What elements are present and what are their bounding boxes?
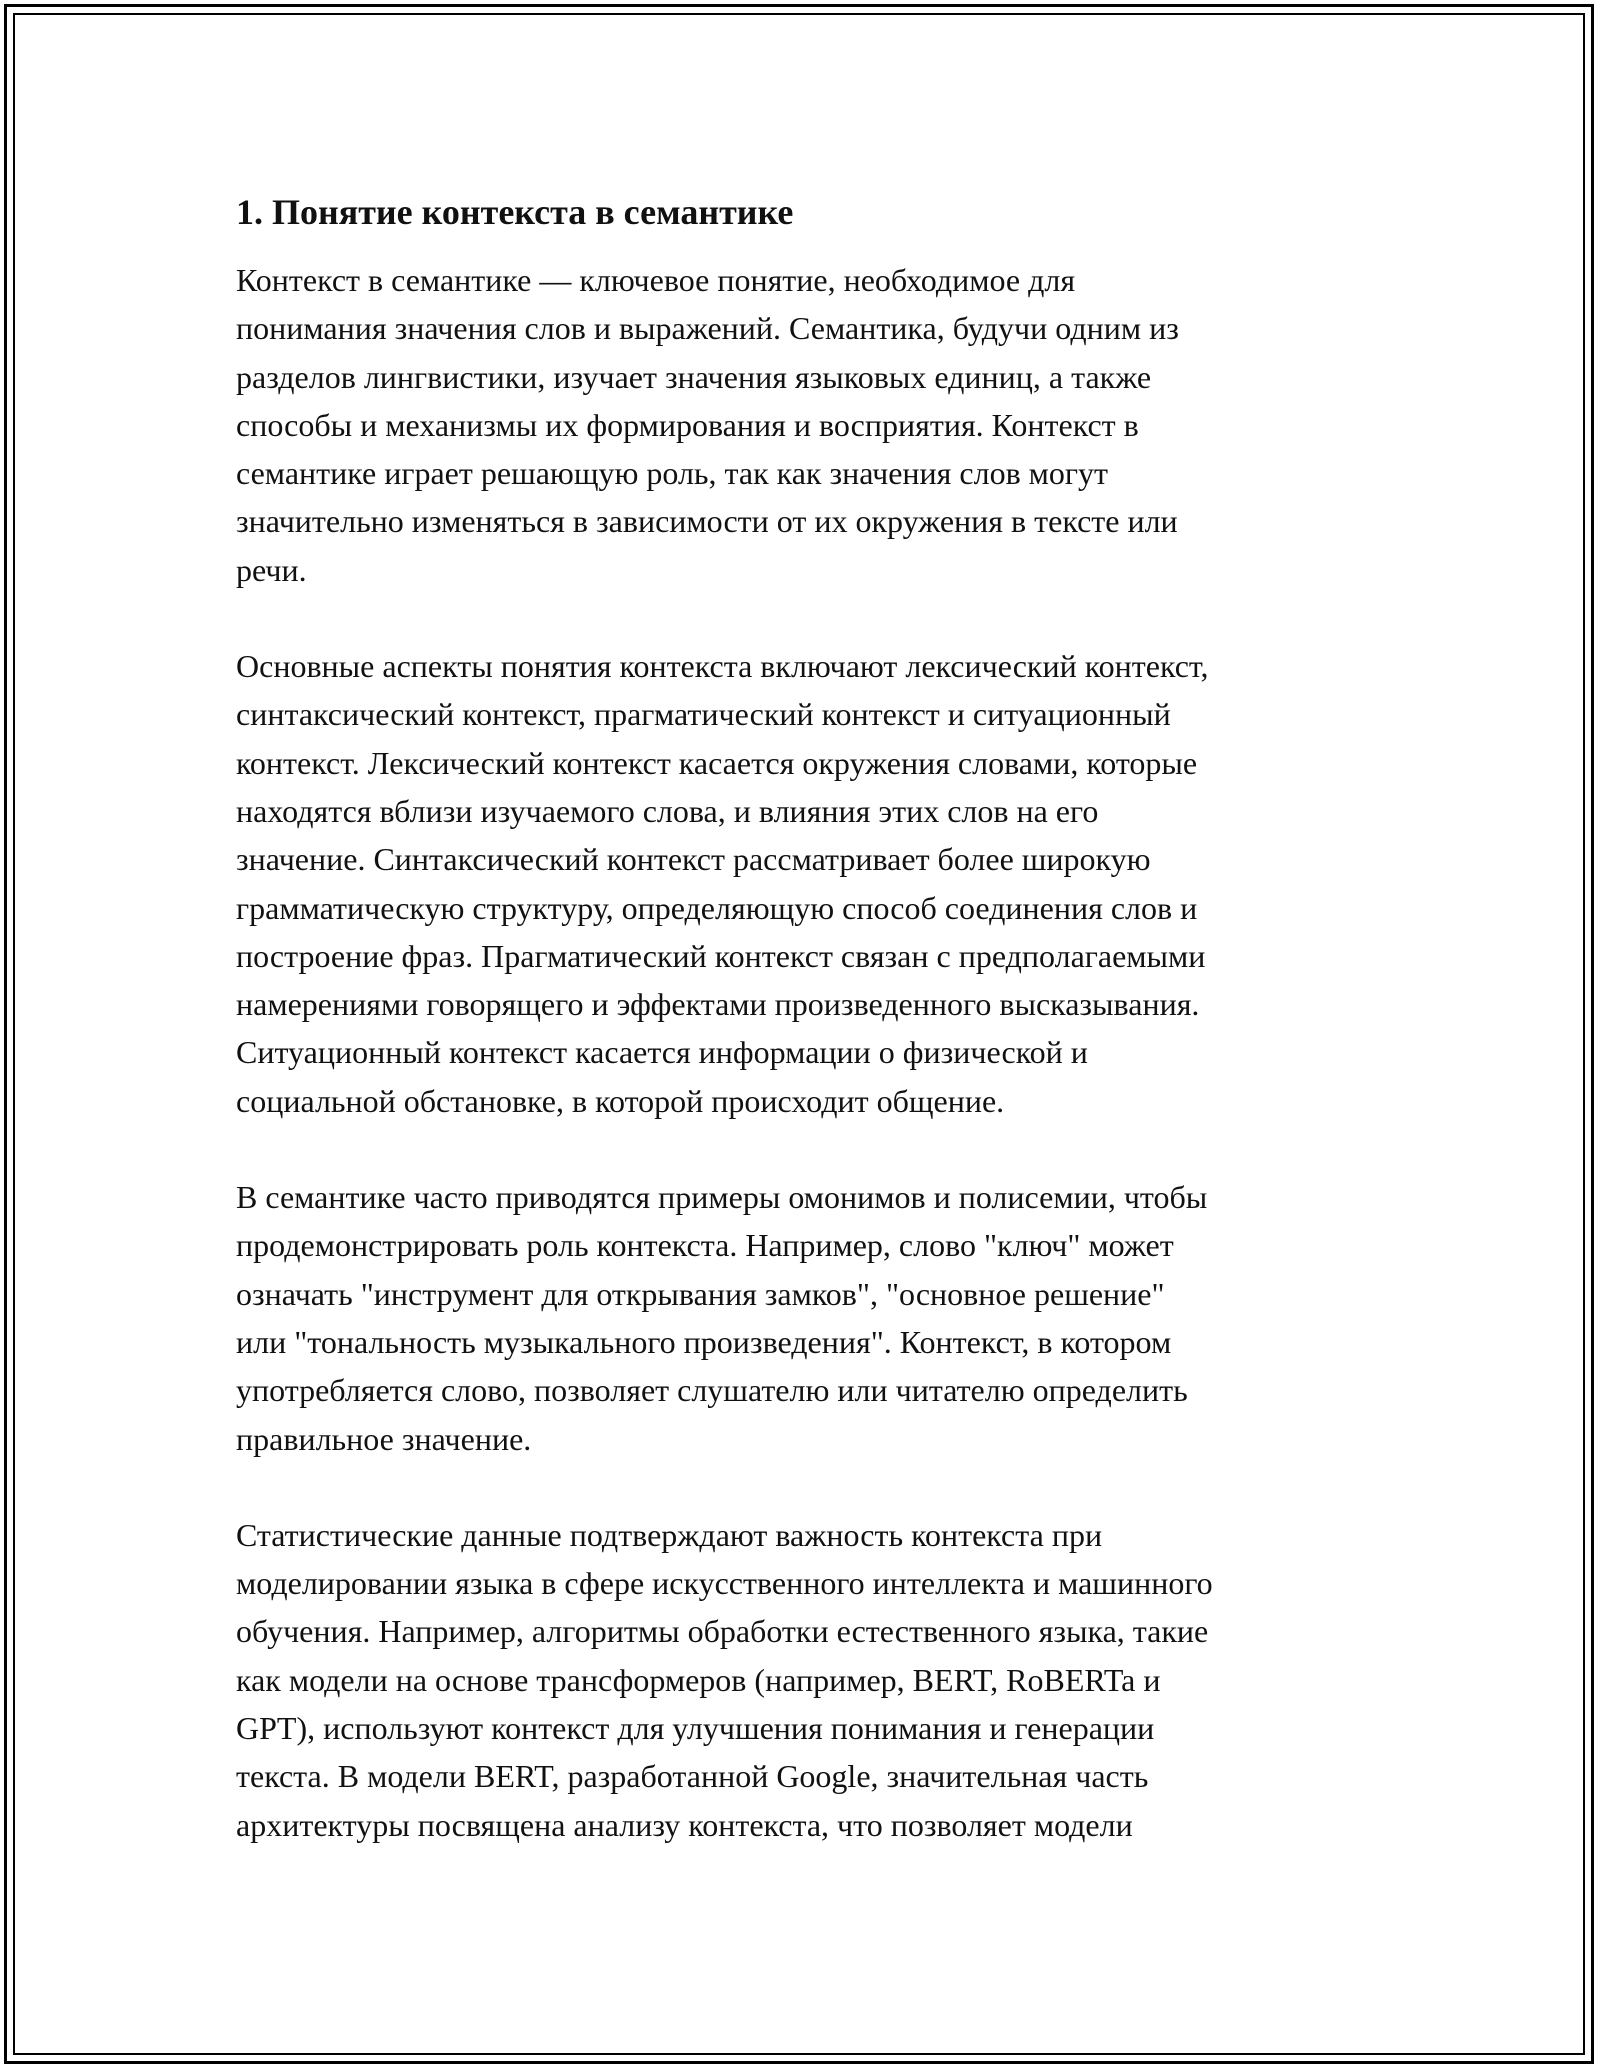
text-line: намерениями говорящего и эффектами произведенного высказывания.: [236, 986, 1200, 1023]
text-line: В семантике часто приводятся примеры омонимов и полисемии, чтобы: [236, 1179, 1208, 1216]
text-line: архитектуры посвящена анализу контекста, что позволяет модели: [236, 1806, 1133, 1843]
paragraph-statistics-ai: [236, 1511, 1386, 1849]
text-line: значительно изменяться в зависимости от их окружения в тексте или: [236, 503, 1178, 540]
section-heading: 1. Понятие контекста в семантике: [236, 192, 794, 232]
text-line: текста. В модели BERT, разработанной Google, значительная часть: [236, 1758, 1149, 1795]
text-line: построение фраз. Прагматический контекст связан с предполагаемыми: [236, 937, 1206, 974]
text-line: правильное значение.: [236, 1420, 532, 1457]
text-line: значение. Синтаксический контекст рассматривает более широкую: [236, 841, 1151, 878]
text-line: речи.: [236, 551, 307, 588]
text-line: GPT), используют контекст для улучшения понимания и генерации: [236, 1710, 1155, 1747]
text-line: социальной обстановке, в которой происходит общение.: [236, 1082, 1005, 1119]
text-line: Основные аспекты понятия контекста включают лексический контекст,: [236, 648, 1209, 685]
text-line: продемонстрировать роль контекста. Например, слово "ключ" может: [236, 1227, 1174, 1264]
text-line: как модели на основе трансформеров (например, BERT, RoBERTa и: [236, 1661, 1161, 1698]
text-line: означать "инструмент для открывания замков", "основное решение": [236, 1275, 1165, 1312]
text-line: обучения. Например, алгоритмы обработки естественного языка, такие: [236, 1613, 1209, 1650]
text-line: понимания значения слов и выражений. Семантика, будучи одним из: [236, 310, 1179, 347]
text-line: контекст. Лексический контекст касается окружения словами, которые: [236, 744, 1198, 781]
text-line: способы и механизмы их формирования и восприятия. Контекст в: [236, 406, 1139, 443]
text-line: Контекст в семантике — ключевое понятие, необходимое для: [236, 262, 1076, 298]
paragraph-homonyms-example: [236, 1173, 1386, 1463]
text-line: Статистические данные подтверждают важность контекста при: [236, 1516, 1103, 1553]
text-line: синтаксический контекст, прагматический контекст и ситуационный: [236, 696, 1171, 733]
text-line: Ситуационный контекст касается информации о физической и: [236, 1034, 1088, 1071]
text-line: моделировании языка в сфере искусственного интеллекта и машинного: [236, 1565, 1213, 1602]
text-line: семантике играет решающую роль, так как значения слов могут: [236, 455, 1109, 492]
text-line: находятся вблизи изучаемого слова, и влияния этих слов на его: [236, 792, 1099, 829]
paragraph-context-definition: [236, 256, 1386, 594]
paragraph-context-aspects: [236, 642, 1386, 1125]
text-line: разделов лингвистики, изучает значения языковых единиц, а также: [236, 358, 1152, 395]
document-body: [236, 188, 1386, 1897]
text-line: грамматическую структуру, определяющую способ соединения слов и: [236, 889, 1198, 926]
text-line: употребляется слово, позволяет слушателю или читателю определить: [236, 1372, 1188, 1409]
text-line: или "тональность музыкального произведения". Контекст, в котором: [236, 1323, 1172, 1360]
